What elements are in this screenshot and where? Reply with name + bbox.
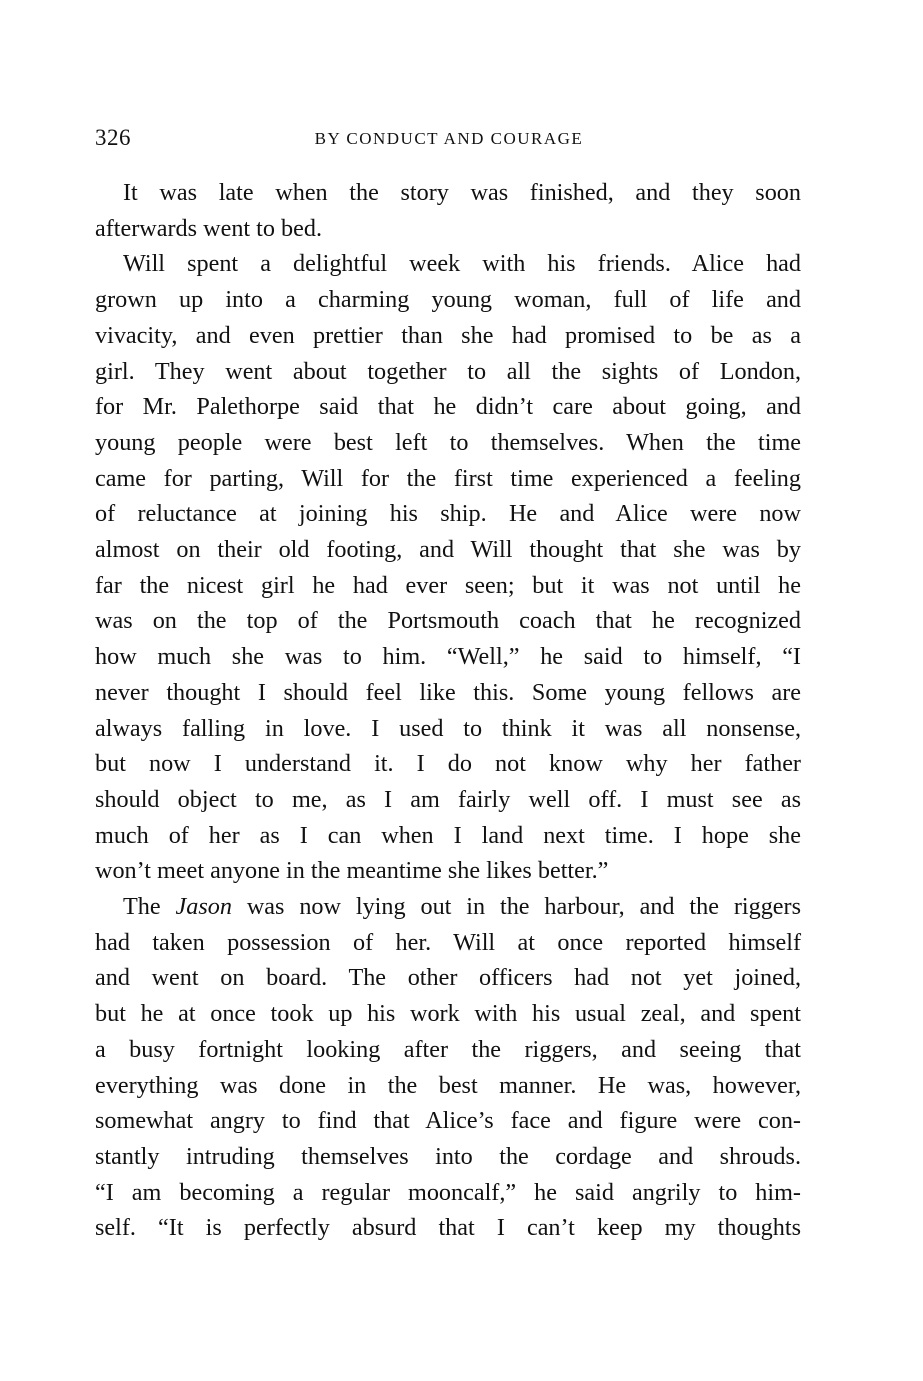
text-line: always falling in love. I used to think it was all nonsense,: [95, 714, 801, 742]
text-line: but now I understand it. I do not know why her father: [95, 750, 801, 778]
text-line: vivacity, and even prettier than she had promised to be as a: [95, 321, 801, 349]
text-line: and went on board. The other officers had not yet joined,: [95, 964, 801, 992]
text-line: won’t meet anyone in the meantime she likes better.”: [95, 857, 609, 885]
text-line: stantly intruding themselves into the cordage and shrouds.: [95, 1142, 801, 1170]
paragraph-3: [95, 889, 801, 1246]
text-line: “I am becoming a regular mooncalf,” he said angrily to him-: [95, 1178, 801, 1206]
text-line: was on the top of the Portsmouth coach that he recognized: [95, 607, 801, 635]
text-line: afterwards went to bed.: [95, 214, 323, 242]
ship-name: Jason: [175, 893, 232, 921]
text-line: everything was done in the best manner. He was, however,: [95, 1071, 801, 1099]
text-fragment: The: [123, 893, 176, 921]
page-header: [95, 125, 803, 157]
text-line: young people were best left to themselves. When the time: [95, 428, 801, 456]
text-line: for Mr. Palethorpe said that he didn’t care about going, and: [95, 393, 801, 421]
paragraph-1: [95, 175, 801, 246]
text-line: Will spent a delightful week with his friends. Alice had: [123, 250, 801, 278]
text-line: almost on their old footing, and Will thought that she was by: [95, 536, 801, 564]
text-line: far the nicest girl he had ever seen; but it was not until he: [95, 571, 801, 599]
text-line: girl. They went about together to all the sights of London,: [95, 357, 801, 385]
text-line: a busy fortnight looking after the riggers, and seeing that: [95, 1035, 801, 1063]
text-line: how much she was to him. “Well,” he said to himself, “I: [95, 643, 801, 671]
running-title: BY CONDUCT AND COURAGE: [314, 129, 584, 148]
text-line: somewhat angry to find that Alice’s face and figure were con-: [95, 1107, 801, 1135]
text-line: much of her as I can when I land next time. I hope she: [95, 821, 801, 849]
text-line: [95, 889, 801, 925]
paragraph-2: [95, 246, 801, 889]
text-fragment: was now lying out in the harbour, and the riggers: [231, 893, 801, 921]
text-line: never thought I should feel like this. Some young fellows are: [95, 678, 801, 706]
text-line: came for parting, Will for the first time experienced a feeling: [95, 464, 801, 492]
page-number: 326: [95, 125, 131, 150]
text-line: self. “It is perfectly absurd that I can’t keep my thoughts: [95, 1214, 801, 1242]
text-line: It was late when the story was finished, and they soon: [123, 179, 801, 206]
text-line: grown up into a charming young woman, full of life and: [95, 286, 801, 314]
text-line: but he at once took up his work with his usual zeal, and spent: [95, 1000, 801, 1028]
text-line: of reluctance at joining his ship. He and Alice were now: [95, 500, 801, 528]
body-text: [95, 175, 801, 1246]
text-line: had taken possession of her. Will at once reported himself: [95, 928, 801, 956]
text-line: should object to me, as I am fairly well off. I must see as: [95, 785, 801, 813]
